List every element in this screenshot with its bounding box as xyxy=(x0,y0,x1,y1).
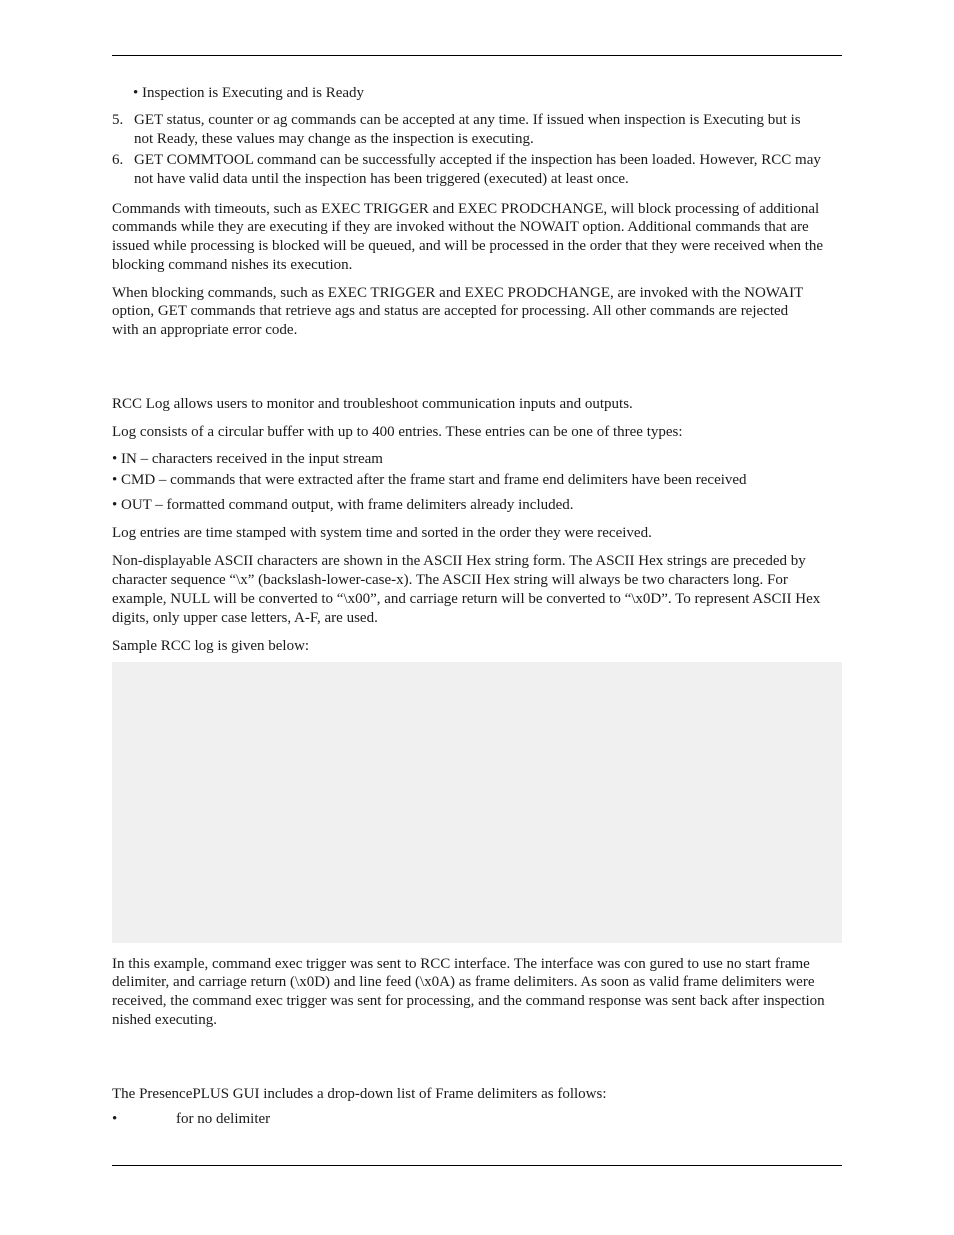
paragraph-sample: Sample RCC log is given below: xyxy=(112,638,310,654)
paragraph-ascii-line-2: character sequence “\x” (backslash-lower-case-x). The ASCII Hex string will always be two characters long. For xyxy=(112,572,788,588)
paragraph-example-line-4: nished executing. xyxy=(112,1012,217,1028)
paragraph-example-line-3: received, the command exec trigger was sent for processing, and the command response was sent back after inspection xyxy=(112,993,825,1009)
paragraph-timeouts-line-3: issued while processing is blocked will be queued, and will be processed in the order that they were received when the xyxy=(112,238,824,254)
log-type-out: • OUT – formatted command output, with frame delimiters already included. xyxy=(112,497,574,513)
delimiter-bullet: • xyxy=(112,1111,118,1127)
log-type-in: • IN – characters received in the input stream xyxy=(112,451,383,467)
paragraph-nowait-line-3: with an appropriate error code. xyxy=(112,322,298,338)
list-item-5-line-2: not Ready, these values may change as the inspection is executing. xyxy=(134,131,534,147)
paragraph-nowait-line-2: option, GET commands that retrieve ags and status are accepted for processing. All other commands are rejected xyxy=(112,303,789,319)
delimiter-item-text: for no delimiter xyxy=(176,1111,271,1127)
paragraph-timeouts-line-4: blocking command nishes its execution. xyxy=(112,257,353,273)
list-number-6: 6. xyxy=(112,152,124,168)
paragraph-ascii-line-1: Non-displayable ASCII characters are shown in the ASCII Hex string form. The ASCII Hex strings are preceded by xyxy=(112,553,806,569)
paragraph-example-line-1: In this example, command exec trigger was sent to RCC interface. The interface was con gured to use no start frame xyxy=(112,956,810,972)
list-item-5-line-1: 5. GET status, counter or ag commands can be accepted at any time. If issued when inspection is Executing but is xyxy=(112,112,801,128)
header-rule xyxy=(112,55,842,56)
footer-rule xyxy=(112,1165,842,1166)
paragraph-timeouts-line-1: Commands with timeouts, such as EXEC TRIGGER and EXEC PRODCHANGE, will block processing of additional xyxy=(112,201,820,217)
log-type-cmd: • CMD – commands that were extracted after the frame start and frame end delimiters have been received xyxy=(112,472,747,488)
paragraph-nowait-line-1: When blocking commands, such as EXEC TRIGGER and EXEC PRODCHANGE, are invoked with the NOWAIT xyxy=(112,285,804,301)
paragraph-timeouts-line-2: commands while they are executing if they are invoked without the NOWAIT option. Additional commands that are xyxy=(112,219,809,235)
list-number-5: 5. xyxy=(112,112,124,128)
paragraph-timestamp: Log entries are time stamped with system time and sorted in the order they were received. xyxy=(112,525,652,541)
paragraph-ascii-line-3: example, NULL will be converted to “\x00”, and carriage return will be converted to “\x0D”. To represent ASCII Hex xyxy=(112,591,821,607)
paragraph-rcc-log: RCC Log allows users to monitor and troubleshoot communication inputs and outputs. xyxy=(112,396,633,412)
bullet-inspection-ready: • Inspection is Executing and is Ready xyxy=(133,85,365,101)
sample-log-box xyxy=(112,662,842,943)
paragraph-gui: The PresencePLUS GUI includes a drop-down list of Frame delimiters as follows: xyxy=(112,1086,607,1102)
paragraph-example-line-2: delimiter, and carriage return (\x0D) and line feed (\x0A) as frame delimiters. As soon as valid frame delimiters were xyxy=(112,974,815,990)
paragraph-ascii-line-4: digits, only upper case letters, A-F, are used. xyxy=(112,610,378,626)
paragraph-buffer: Log consists of a circular buffer with up to 400 entries. These entries can be one of three types: xyxy=(112,424,683,440)
list-item-6-line-2: not have valid data until the inspection has been triggered (executed) at least once. xyxy=(134,171,629,187)
list-item-6-line-1: 6. GET COMMTOOL command can be successfully accepted if the inspection has been loaded. However, RCC may xyxy=(112,152,821,168)
